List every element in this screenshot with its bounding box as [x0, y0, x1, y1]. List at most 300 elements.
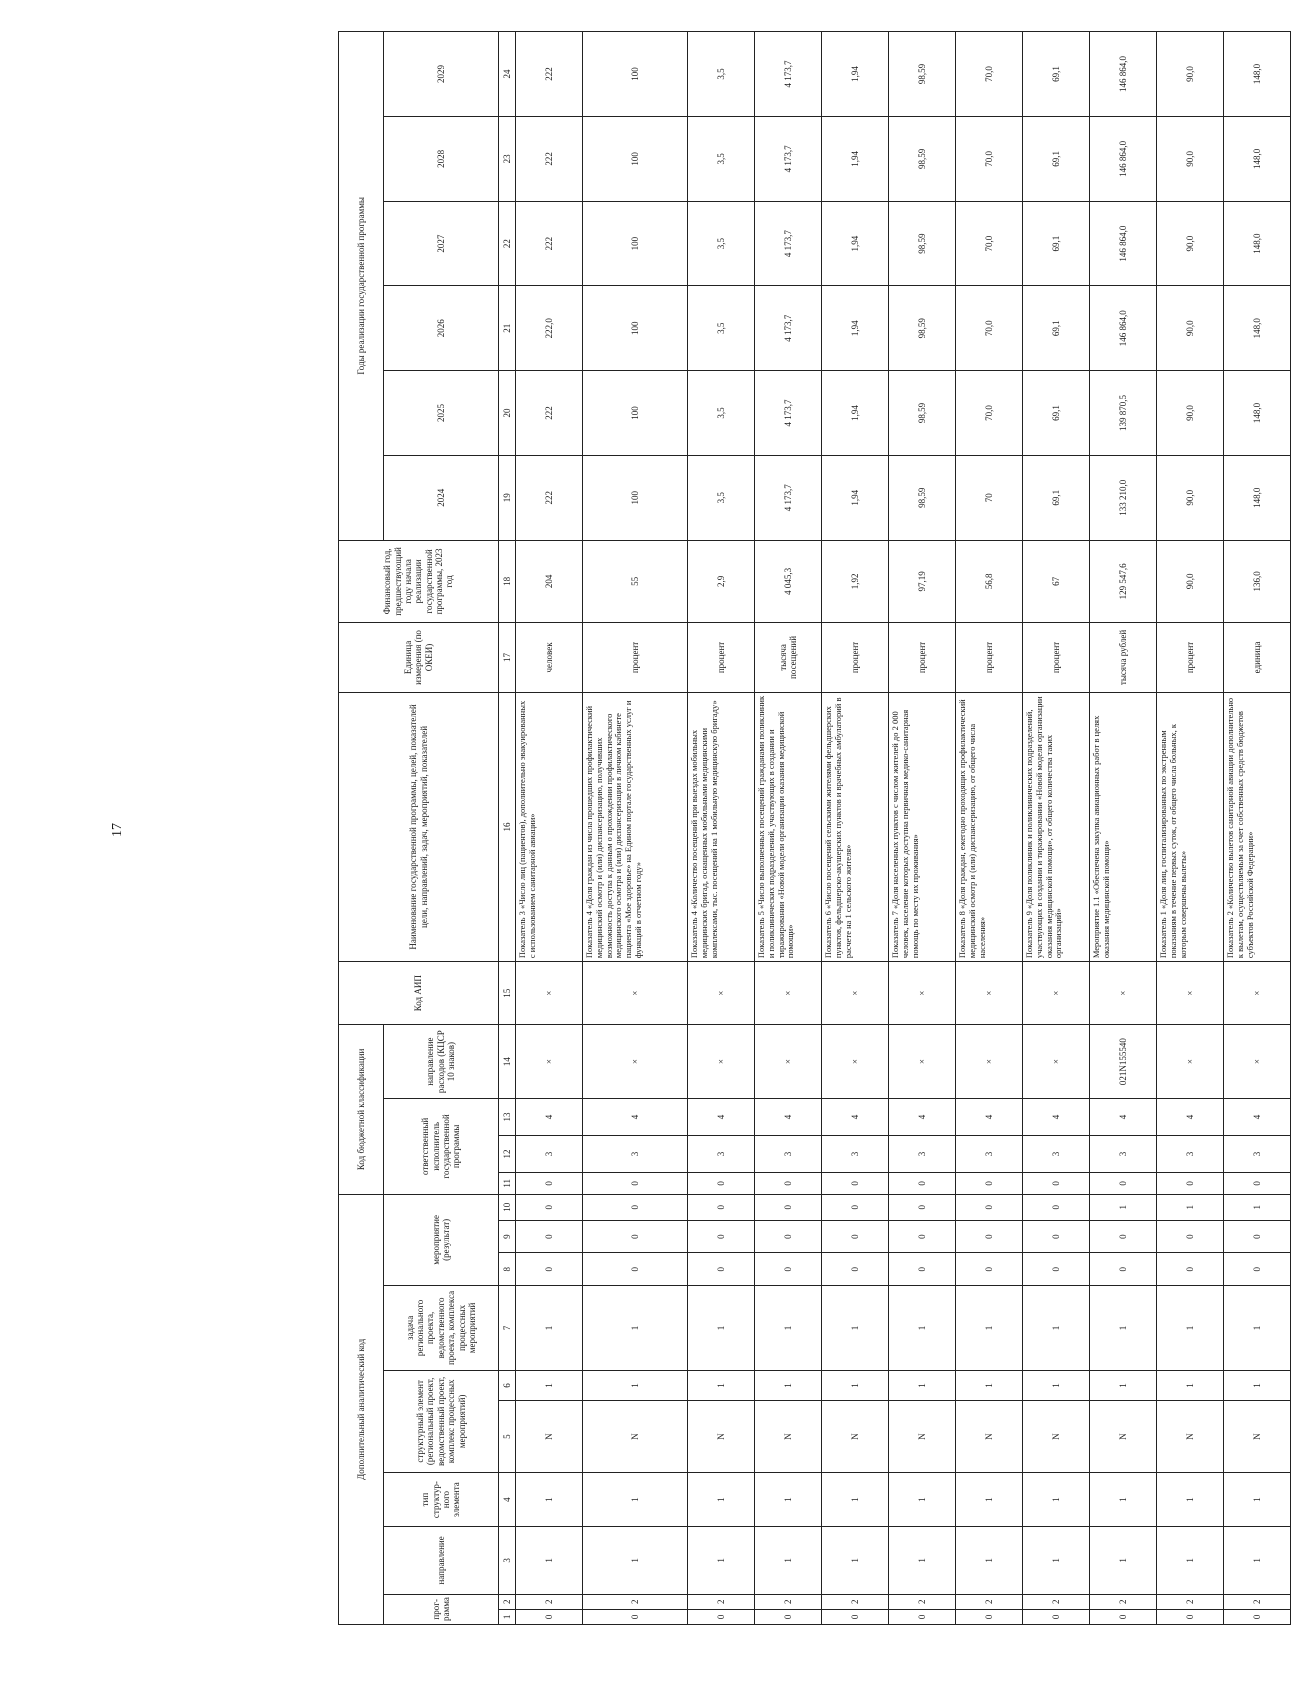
- struct-element-cell: N: [1023, 1401, 1090, 1473]
- expense-direction-cell: ×: [889, 1025, 956, 1099]
- column-number: 11: [499, 1172, 516, 1194]
- direction-cell: 1: [516, 1527, 583, 1594]
- table-row: [1224, 32, 1291, 1625]
- value-2028-cell: 4 173,7: [755, 116, 822, 201]
- measure-cell: 0: [755, 1253, 822, 1286]
- value-2028-cell: 98,59: [889, 116, 956, 201]
- indicator-name-cell: Показатель 2 «Количество вылетов санитарной авиации дополнительно к вылетам, осуществляемым за счет собственных средств бюджетов субъектов Российской Федерации»: [1224, 692, 1291, 961]
- struct-type-cell: 1: [889, 1472, 956, 1526]
- indicator-name-cell: Показатель 9 «Доля поликлиник и поликлинических подразделений, участвующих в создании и тиражировании «Новой модели организации оказания медицинской помощи», от общего количества таких организаций»: [1023, 692, 1090, 961]
- program-code-cell: 2: [516, 1594, 583, 1609]
- header-year-2026: 2026: [384, 286, 499, 371]
- direction-cell: 1: [822, 1527, 889, 1594]
- struct-type-cell: 1: [1023, 1472, 1090, 1526]
- value-2027-cell: 1,94: [822, 201, 889, 286]
- base-year-value-cell: 55: [583, 540, 688, 623]
- executor-cell: 3: [1090, 1136, 1157, 1173]
- expense-direction-cell: ×: [822, 1025, 889, 1099]
- struct-type-cell: 1: [822, 1472, 889, 1526]
- executor-cell: 3: [688, 1136, 755, 1173]
- program-code-cell: 2: [583, 1594, 688, 1609]
- value-2025-cell: 4 173,7: [755, 371, 822, 456]
- direction-cell: 1: [956, 1527, 1023, 1594]
- executor-cell: 4: [822, 1099, 889, 1136]
- indicator-name-cell: Показатель 1 «Доля лиц, госпитализированных по экстренным показаниям в течение первых суток, от общего числа больных, к которым совершены вылеты»: [1157, 692, 1224, 961]
- column-number: 17: [499, 623, 516, 693]
- measure-cell: 0: [889, 1220, 956, 1253]
- measure-cell: 0: [1023, 1194, 1090, 1220]
- executor-cell: 4: [688, 1099, 755, 1136]
- table-row: [822, 32, 889, 1625]
- value-2026-cell: 98,59: [889, 286, 956, 371]
- measure-cell: 1: [1157, 1194, 1224, 1220]
- value-2029-cell: 100: [583, 32, 688, 117]
- value-2026-cell: 1,94: [822, 286, 889, 371]
- expense-direction-cell: ×: [1224, 1025, 1291, 1099]
- value-2024-cell: 70: [956, 455, 1023, 540]
- value-2028-cell: 3,5: [688, 116, 755, 201]
- unit-cell: процент: [688, 623, 755, 693]
- column-numbers-row: [499, 32, 516, 1625]
- value-2029-cell: 4 173,7: [755, 32, 822, 117]
- program-code-cell: 2: [1224, 1594, 1291, 1609]
- unit-cell: процент: [822, 623, 889, 693]
- value-2026-cell: 90,0: [1157, 286, 1224, 371]
- task-cell: 1: [889, 1286, 956, 1371]
- measure-cell: 0: [1224, 1220, 1291, 1253]
- value-2024-cell: 69,1: [1023, 455, 1090, 540]
- column-number: 19: [499, 455, 516, 540]
- base-year-value-cell: 204: [516, 540, 583, 623]
- measure-cell: 0: [956, 1194, 1023, 1220]
- aip-code-cell: ×: [1157, 962, 1224, 1025]
- column-number: 15: [499, 962, 516, 1025]
- expense-direction-cell: ×: [516, 1025, 583, 1099]
- executor-cell: 4: [1157, 1099, 1224, 1136]
- struct-element-cell: N: [822, 1401, 889, 1473]
- executor-cell: 4: [956, 1099, 1023, 1136]
- executor-cell: 3: [1023, 1136, 1090, 1173]
- value-2025-cell: 98,59: [889, 371, 956, 456]
- value-2025-cell: 139 870,5: [1090, 371, 1157, 456]
- column-number: 3: [499, 1527, 516, 1594]
- program-code-cell: 2: [1090, 1594, 1157, 1609]
- program-code-cell: 0: [583, 1609, 688, 1624]
- indicator-name-cell: Показатель 6 «Число посещений сельскими жителями фельдшерских пунктов, фельдшерско-акушерских пунктов и врачебных амбулаторий в расчете на 1 сельского жителя»: [822, 692, 889, 961]
- header-years-title: Годы реализации государственной программы: [339, 32, 384, 541]
- unit-cell: процент: [889, 623, 956, 693]
- value-2027-cell: 4 173,7: [755, 201, 822, 286]
- aip-code-cell: ×: [1224, 962, 1291, 1025]
- expense-direction-cell: ×: [755, 1025, 822, 1099]
- struct-element-cell: N: [516, 1401, 583, 1473]
- header-year-2029: 2029: [384, 32, 499, 117]
- measure-cell: 0: [822, 1194, 889, 1220]
- measure-cell: 0: [688, 1220, 755, 1253]
- struct-type-cell: 1: [1157, 1472, 1224, 1526]
- aip-code-cell: ×: [755, 962, 822, 1025]
- value-2027-cell: 100: [583, 201, 688, 286]
- measure-cell: 0: [889, 1253, 956, 1286]
- header-struct-type: тип структур-ного элемента: [384, 1472, 499, 1526]
- expense-direction-cell: ×: [956, 1025, 1023, 1099]
- column-number: 10: [499, 1194, 516, 1220]
- executor-cell: 4: [516, 1099, 583, 1136]
- unit-cell: человек: [516, 623, 583, 693]
- executor-cell: 3: [516, 1136, 583, 1173]
- task-cell: 1: [688, 1286, 755, 1371]
- program-code-cell: 2: [956, 1594, 1023, 1609]
- table-row: [755, 32, 822, 1625]
- value-2026-cell: 3,5: [688, 286, 755, 371]
- base-year-value-cell: 67: [1023, 540, 1090, 623]
- struct-element-num-cell: 1: [956, 1370, 1023, 1400]
- expense-direction-cell: ×: [1157, 1025, 1224, 1099]
- struct-type-cell: 1: [1090, 1472, 1157, 1526]
- value-2028-cell: 70,0: [956, 116, 1023, 201]
- base-year-value-cell: 129 547,6: [1090, 540, 1157, 623]
- value-2027-cell: 3,5: [688, 201, 755, 286]
- task-cell: 1: [516, 1286, 583, 1371]
- aip-code-cell: ×: [1090, 962, 1157, 1025]
- direction-cell: 1: [688, 1527, 755, 1594]
- column-number: 7: [499, 1286, 516, 1371]
- column-number: 13: [499, 1099, 516, 1136]
- measure-cell: 0: [956, 1220, 1023, 1253]
- value-2024-cell: 3,5: [688, 455, 755, 540]
- struct-element-cell: N: [583, 1401, 688, 1473]
- value-2025-cell: 222: [516, 371, 583, 456]
- value-2024-cell: 1,94: [822, 455, 889, 540]
- value-2024-cell: 133 210,0: [1090, 455, 1157, 540]
- column-number: 2: [499, 1594, 516, 1609]
- measure-cell: 0: [583, 1194, 688, 1220]
- executor-cell: 0: [1224, 1172, 1291, 1194]
- value-2026-cell: 148,0: [1224, 286, 1291, 371]
- direction-cell: 1: [889, 1527, 956, 1594]
- executor-cell: 3: [583, 1136, 688, 1173]
- table-row: [583, 32, 688, 1625]
- program-code-cell: 0: [688, 1609, 755, 1624]
- base-year-value-cell: 2,9: [688, 540, 755, 623]
- value-2029-cell: 146 864,0: [1090, 32, 1157, 117]
- executor-cell: 0: [889, 1172, 956, 1194]
- table-row: [1023, 32, 1090, 1625]
- value-2027-cell: 146 864,0: [1090, 201, 1157, 286]
- measure-cell: 0: [889, 1194, 956, 1220]
- value-2024-cell: 4 173,7: [755, 455, 822, 540]
- base-year-value-cell: 56,8: [956, 540, 1023, 623]
- measure-cell: 0: [516, 1194, 583, 1220]
- value-2024-cell: 90,0: [1157, 455, 1224, 540]
- value-2026-cell: 4 173,7: [755, 286, 822, 371]
- executor-cell: 3: [956, 1136, 1023, 1173]
- program-code-cell: 0: [889, 1609, 956, 1624]
- column-number: 20: [499, 371, 516, 456]
- direction-cell: 1: [1023, 1527, 1090, 1594]
- aip-code-cell: ×: [1023, 962, 1090, 1025]
- struct-type-cell: 1: [755, 1472, 822, 1526]
- value-2027-cell: 90,0: [1157, 201, 1224, 286]
- value-2025-cell: 69,1: [1023, 371, 1090, 456]
- column-number: 12: [499, 1136, 516, 1173]
- value-2024-cell: 148,0: [1224, 455, 1291, 540]
- value-2029-cell: 69,1: [1023, 32, 1090, 117]
- executor-cell: 0: [755, 1172, 822, 1194]
- measure-cell: 0: [1157, 1220, 1224, 1253]
- unit-cell: процент: [1157, 623, 1224, 693]
- task-cell: 1: [1090, 1286, 1157, 1371]
- executor-cell: 3: [889, 1136, 956, 1173]
- executor-cell: 3: [1157, 1136, 1224, 1173]
- value-2028-cell: 148,0: [1224, 116, 1291, 201]
- column-number: 24: [499, 32, 516, 117]
- base-year-value-cell: 136,0: [1224, 540, 1291, 623]
- header-name: Наименование государственной программы, целей, показателей цели, направлений, задач, мероприятий, показателей: [339, 692, 499, 961]
- struct-element-cell: N: [1224, 1401, 1291, 1473]
- program-table: [338, 31, 1291, 1625]
- executor-cell: 0: [583, 1172, 688, 1194]
- executor-cell: 0: [1023, 1172, 1090, 1194]
- base-year-value-cell: 97,19: [889, 540, 956, 623]
- value-2026-cell: 222,0: [516, 286, 583, 371]
- aip-code-cell: ×: [822, 962, 889, 1025]
- column-number: 21: [499, 286, 516, 371]
- value-2027-cell: 222: [516, 201, 583, 286]
- struct-element-num-cell: 1: [822, 1370, 889, 1400]
- measure-cell: 0: [688, 1194, 755, 1220]
- header-struct-element: структурный элемент (региональный проект, ведомственный проект, комплекс процессных мероприятий): [384, 1370, 499, 1472]
- struct-type-cell: 1: [583, 1472, 688, 1526]
- value-2029-cell: 98,59: [889, 32, 956, 117]
- base-year-value-cell: 90,0: [1157, 540, 1224, 623]
- task-cell: 1: [755, 1286, 822, 1371]
- expense-direction-cell: 021N155540: [1090, 1025, 1157, 1099]
- program-code-cell: 0: [1090, 1609, 1157, 1624]
- value-2026-cell: 100: [583, 286, 688, 371]
- program-code-cell: 2: [889, 1594, 956, 1609]
- expense-direction-cell: ×: [1023, 1025, 1090, 1099]
- value-2025-cell: 100: [583, 371, 688, 456]
- struct-element-num-cell: 1: [1224, 1370, 1291, 1400]
- header-year-2024: 2024: [384, 455, 499, 540]
- executor-cell: 0: [516, 1172, 583, 1194]
- table-row: [889, 32, 956, 1625]
- measure-cell: 0: [1090, 1220, 1157, 1253]
- task-cell: 1: [956, 1286, 1023, 1371]
- task-cell: 1: [1023, 1286, 1090, 1371]
- program-code-cell: 0: [956, 1609, 1023, 1624]
- measure-cell: 0: [822, 1253, 889, 1286]
- unit-cell: тысяча посещений: [755, 623, 822, 693]
- struct-element-num-cell: 1: [1023, 1370, 1090, 1400]
- value-2029-cell: 148,0: [1224, 32, 1291, 117]
- struct-type-cell: 1: [516, 1472, 583, 1526]
- struct-element-num-cell: 1: [516, 1370, 583, 1400]
- program-code-cell: 0: [516, 1609, 583, 1624]
- executor-cell: 4: [1090, 1099, 1157, 1136]
- header-year-2028: 2028: [384, 116, 499, 201]
- measure-cell: 0: [755, 1220, 822, 1253]
- value-2025-cell: 70,0: [956, 371, 1023, 456]
- header-program: прог-рамма: [384, 1594, 499, 1624]
- measure-cell: 1: [1090, 1194, 1157, 1220]
- indicator-name-cell: Мероприятие 1.1 «Обеспечена закупка авиационных работ в целях оказания медицинской помощи»: [1090, 692, 1157, 961]
- indicator-name-cell: Показатель 3 «Число лиц (пациентов), дополнительно эвакуированных с использованием санитарной авиации»: [516, 692, 583, 961]
- indicator-name-cell: Показатель 5 «Число выполненных посещений гражданами поликлиник и поликлинических подразделений, участвующих в создании и тиражировании «Новой модели организации оказания медицинской помощи»: [755, 692, 822, 961]
- column-number: 8: [499, 1253, 516, 1286]
- measure-cell: 0: [755, 1194, 822, 1220]
- value-2027-cell: 148,0: [1224, 201, 1291, 286]
- measure-cell: 0: [1157, 1253, 1224, 1286]
- value-2024-cell: 98,59: [889, 455, 956, 540]
- header-unit: Единица измерения (по ОКЕИ): [339, 623, 499, 693]
- header-year-2025: 2025: [384, 371, 499, 456]
- direction-cell: 1: [755, 1527, 822, 1594]
- program-code-cell: 2: [1023, 1594, 1090, 1609]
- value-2026-cell: 70,0: [956, 286, 1023, 371]
- value-2029-cell: 70,0: [956, 32, 1023, 117]
- value-2027-cell: 69,1: [1023, 201, 1090, 286]
- indicator-name-cell: Показатель 4 «Количество посещений при выездах мобильных медицинских бригад, оснащенных мобильными медицинскими комплексами, тыс. посещений на 1 мобильную медицинскую бригаду»: [688, 692, 755, 961]
- program-code-cell: 2: [688, 1594, 755, 1609]
- table-body: [516, 32, 1291, 1625]
- base-year-value-cell: 4 045,3: [755, 540, 822, 623]
- executor-cell: 3: [1224, 1136, 1291, 1173]
- header-direction: направление: [384, 1527, 499, 1594]
- expense-direction-cell: ×: [688, 1025, 755, 1099]
- value-2025-cell: 3,5: [688, 371, 755, 456]
- unit-cell: тысяча рублей: [1090, 623, 1157, 693]
- indicator-name-cell: Показатель 8 «Доля граждан, ежегодно проходящих профилактический медицинский осмотр и (или) диспансеризацию, от общего числа населения»: [956, 692, 1023, 961]
- column-number: 14: [499, 1025, 516, 1099]
- value-2028-cell: 90,0: [1157, 116, 1224, 201]
- unit-cell: единица: [1224, 623, 1291, 693]
- value-2025-cell: 148,0: [1224, 371, 1291, 456]
- unit-cell: процент: [956, 623, 1023, 693]
- executor-cell: 4: [583, 1099, 688, 1136]
- aip-code-cell: ×: [583, 962, 688, 1025]
- struct-element-cell: N: [956, 1401, 1023, 1473]
- column-number: 5: [499, 1401, 516, 1473]
- task-cell: 1: [1224, 1286, 1291, 1371]
- value-2028-cell: 146 864,0: [1090, 116, 1157, 201]
- indicator-name-cell: Показатель 7 «Доля населенных пунктов с числом жителей до 2 000 человек, население которых доступна первичная медико-санитарная помощь по месту их проживания»: [889, 692, 956, 961]
- measure-cell: 0: [956, 1253, 1023, 1286]
- executor-cell: 0: [688, 1172, 755, 1194]
- aip-code-cell: ×: [956, 962, 1023, 1025]
- header-expense-direction: направление расходов (КЦСР 10 знаков): [384, 1025, 499, 1099]
- header-budget-code: Код бюджетной классификации: [339, 1025, 384, 1194]
- value-2029-cell: 90,0: [1157, 32, 1224, 117]
- executor-cell: 3: [822, 1136, 889, 1173]
- page-number: 17: [110, 823, 125, 837]
- measure-cell: 0: [1023, 1253, 1090, 1286]
- struct-element-num-cell: 1: [688, 1370, 755, 1400]
- measure-cell: 0: [516, 1253, 583, 1286]
- measure-cell: 0: [1224, 1253, 1291, 1286]
- struct-element-num-cell: 1: [889, 1370, 956, 1400]
- executor-cell: 4: [889, 1099, 956, 1136]
- struct-element-num-cell: 1: [1090, 1370, 1157, 1400]
- executor-cell: 4: [1224, 1099, 1291, 1136]
- indicator-name-cell: Показатель 4 «Доля граждан из числа прошедших профилактический медицинский осмотр и (или) диспансеризацию, получивших возможность доступа к данным о прохождении профилактического медицинского осмотра и (или) диспансеризации в личном кабинете пациента «Мое здоровье» на Едином портале государственных услуг и функций в отчетном году»: [583, 692, 688, 961]
- value-2025-cell: 1,94: [822, 371, 889, 456]
- value-2026-cell: 146 864,0: [1090, 286, 1157, 371]
- column-number: 18: [499, 540, 516, 623]
- column-number: 16: [499, 692, 516, 961]
- executor-cell: 4: [755, 1099, 822, 1136]
- measure-cell: 0: [1090, 1253, 1157, 1286]
- column-number: 22: [499, 201, 516, 286]
- executor-cell: 4: [1023, 1099, 1090, 1136]
- header-aip-code: Код АИП: [339, 962, 499, 1025]
- struct-element-cell: N: [1157, 1401, 1224, 1473]
- header-task: задача регионального проекта, ведомственного проекта, комплекса процессных мероприятий: [384, 1286, 499, 1371]
- value-2024-cell: 222: [516, 455, 583, 540]
- column-number: 9: [499, 1220, 516, 1253]
- executor-cell: 0: [822, 1172, 889, 1194]
- base-year-value-cell: 1,92: [822, 540, 889, 623]
- program-code-cell: 2: [822, 1594, 889, 1609]
- task-cell: 1: [822, 1286, 889, 1371]
- struct-type-cell: 1: [956, 1472, 1023, 1526]
- value-2028-cell: 100: [583, 116, 688, 201]
- unit-cell: процент: [1023, 623, 1090, 693]
- measure-cell: 0: [822, 1220, 889, 1253]
- executor-cell: 3: [755, 1136, 822, 1173]
- direction-cell: 1: [1157, 1527, 1224, 1594]
- measure-cell: 0: [688, 1253, 755, 1286]
- program-code-cell: 0: [822, 1609, 889, 1624]
- aip-code-cell: ×: [516, 962, 583, 1025]
- struct-type-cell: 1: [1224, 1472, 1291, 1526]
- header-measure: мероприятие (результат): [384, 1194, 499, 1285]
- measure-cell: 1: [1224, 1194, 1291, 1220]
- value-2029-cell: 3,5: [688, 32, 755, 117]
- table-row: [1090, 32, 1157, 1625]
- executor-cell: 0: [1090, 1172, 1157, 1194]
- measure-cell: 0: [1023, 1220, 1090, 1253]
- executor-cell: 0: [956, 1172, 1023, 1194]
- program-code-cell: 0: [755, 1609, 822, 1624]
- program-code-cell: 2: [755, 1594, 822, 1609]
- measure-cell: 0: [583, 1253, 688, 1286]
- column-number: 4: [499, 1472, 516, 1526]
- table-row: [688, 32, 755, 1625]
- table-row: [1157, 32, 1224, 1625]
- column-number: 23: [499, 116, 516, 201]
- value-2028-cell: 1,94: [822, 116, 889, 201]
- measure-cell: 0: [516, 1220, 583, 1253]
- header-executor: ответственный исполнитель государственной программы: [384, 1099, 499, 1195]
- program-code-cell: 0: [1157, 1609, 1224, 1624]
- program-code-cell: 0: [1224, 1609, 1291, 1624]
- program-code-cell: 0: [1023, 1609, 1090, 1624]
- table-row: [956, 32, 1023, 1625]
- value-2026-cell: 69,1: [1023, 286, 1090, 371]
- value-2027-cell: 98,59: [889, 201, 956, 286]
- column-number: 1: [499, 1609, 516, 1624]
- direction-cell: 1: [1224, 1527, 1291, 1594]
- header-base-year: Финансовый год, предшествующий году начала реализации государственной программы, 2023 год: [339, 540, 499, 623]
- struct-element-cell: N: [1090, 1401, 1157, 1473]
- task-cell: 1: [583, 1286, 688, 1371]
- aip-code-cell: ×: [889, 962, 956, 1025]
- value-2029-cell: 222: [516, 32, 583, 117]
- value-2027-cell: 70,0: [956, 201, 1023, 286]
- executor-cell: 0: [1157, 1172, 1224, 1194]
